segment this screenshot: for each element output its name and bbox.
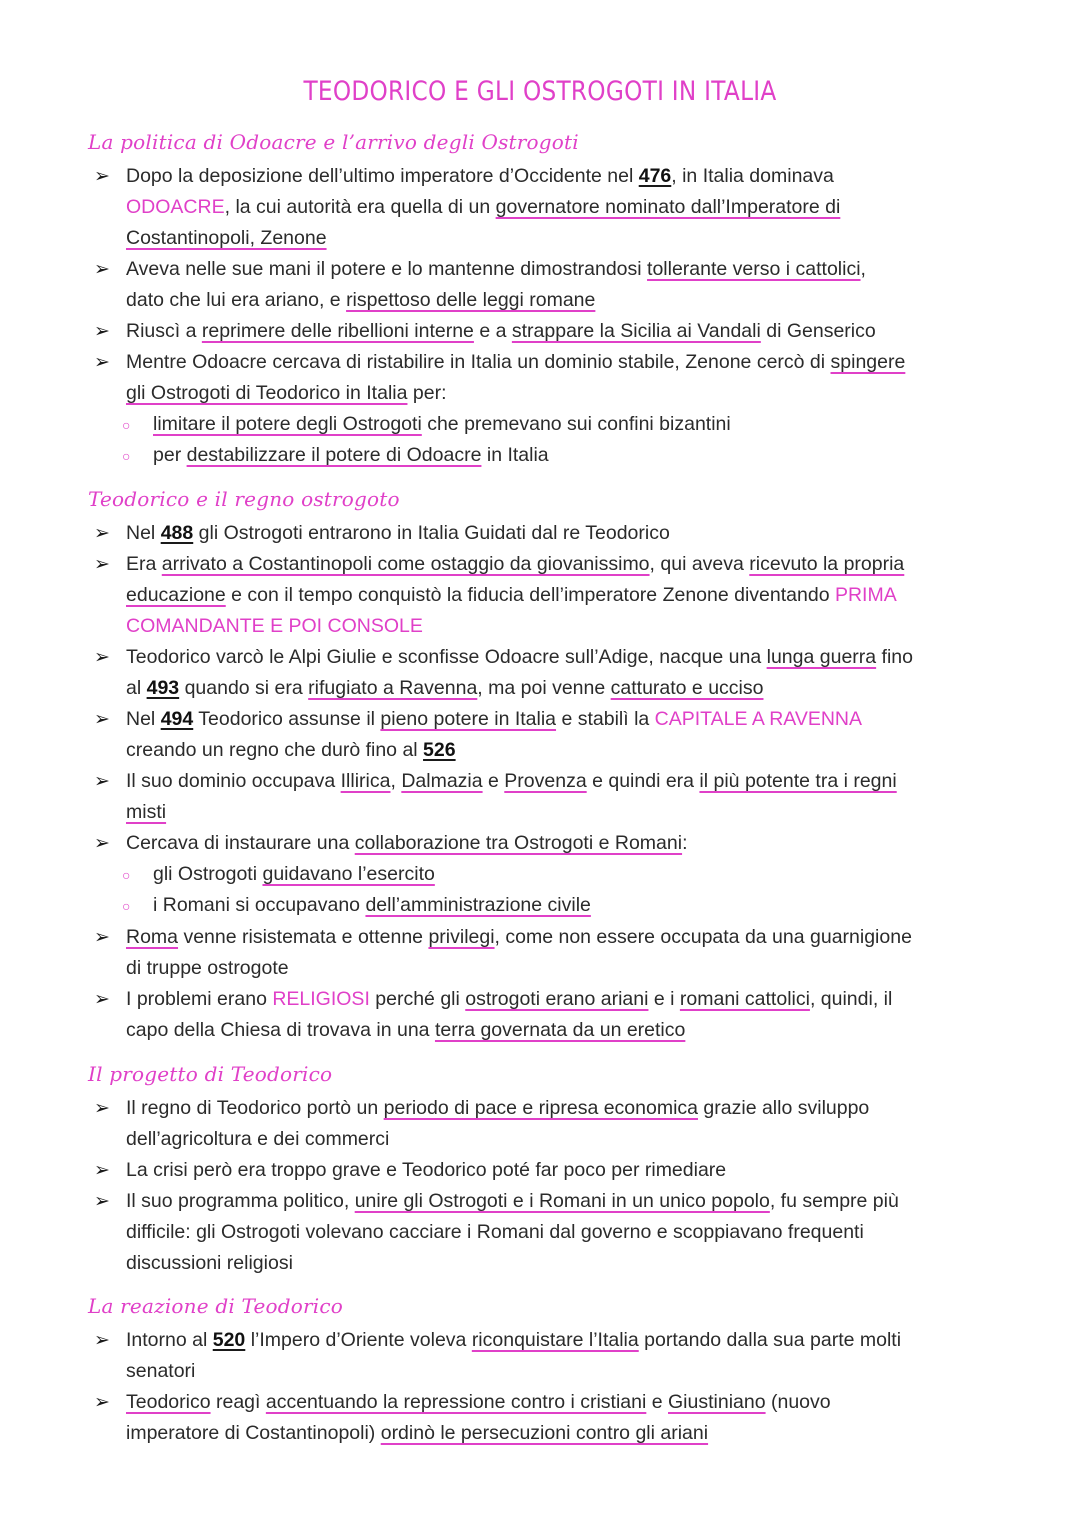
section-heading-odoacre: La politica di Odoacre e l’arrivo degli Ostrogoti [88, 130, 579, 154]
list-item-line: Teodorico reagì accentuando la repressione contro i cristiani e Giustiniano (nuovo [126, 1391, 831, 1413]
list-item-line: gli Ostrogoti di Teodorico in Italia per: [126, 382, 447, 404]
circle-bullet-icon: ○ [122, 417, 131, 433]
list-item-line: Riuscì a reprimere delle ribellioni interne e a strappare la Sicilia ai Vandali di Genserico [126, 320, 876, 342]
arrow-bullet-icon: ➢ [94, 259, 110, 280]
arrow-bullet-icon: ➢ [94, 321, 110, 342]
list-item-line: al 493 quando si era rifugiato a Ravenna, ma poi venne catturato e ucciso [126, 677, 764, 699]
section-heading-progetto: Il progetto di Teodorico [88, 1062, 333, 1086]
sub-list-item: per destabilizzare il potere di Odoacre in Italia [153, 444, 549, 466]
list-item-line: Roma venne risistemata e ottenne privilegi, come non essere occupata da una guarnigione [126, 926, 912, 948]
list-item-line: difficile: gli Ostrogoti volevano cacciare i Romani dal governo e scoppiavano frequenti [126, 1221, 864, 1243]
page-title: TEODORICO E GLI OSTROGOTI IN ITALIA [303, 76, 777, 107]
arrow-bullet-icon: ➢ [94, 1098, 110, 1119]
list-item-line: Il regno di Teodorico portò un periodo di pace e ripresa economica grazie allo sviluppo [126, 1097, 870, 1119]
arrow-bullet-icon: ➢ [94, 927, 110, 948]
list-item-line: La crisi però era troppo grave e Teodorico poté far poco per rimediare [126, 1159, 727, 1181]
arrow-bullet-icon: ➢ [94, 771, 110, 792]
list-item-line: Nel 488 gli Ostrogoti entrarono in Italia Guidati dal re Teodorico [126, 522, 670, 544]
list-item-line: creando un regno che durò fino al 526 [126, 739, 456, 761]
list-item-line: imperatore di Costantinopoli) ordinò le persecuzioni contro gli ariani [126, 1422, 709, 1444]
sub-list-item: gli Ostrogoti guidavano l’esercito [153, 863, 435, 885]
list-item-line: di truppe ostrogote [126, 957, 289, 979]
list-item-line: Era arrivato a Costantinopoli come ostaggio da giovanissimo, qui aveva ricevuto la propria [126, 553, 905, 575]
list-item-line: Teodorico varcò le Alpi Giulie e sconfisse Odoacre sull’Adige, nacque una lunga guerra fino [126, 646, 913, 668]
arrow-bullet-icon: ➢ [94, 833, 110, 854]
circle-bullet-icon: ○ [122, 867, 131, 883]
list-item-line: Nel 494 Teodorico assunse il pieno potere in Italia e stabilì la CAPITALE A RAVENNA [126, 708, 863, 730]
arrow-bullet-icon: ➢ [94, 709, 110, 730]
list-item-line: educazione e con il tempo conquistò la fiducia dell’imperatore Zenone diventando PRIMA [126, 584, 897, 606]
sub-list-item: i Romani si occupavano dell’amministrazione civile [153, 894, 591, 916]
circle-bullet-icon: ○ [122, 448, 131, 464]
sub-list-item: limitare il potere degli Ostrogoti che premevano sui confini bizantini [153, 413, 731, 435]
arrow-bullet-icon: ➢ [94, 647, 110, 668]
list-item-line: capo della Chiesa di trovava in una terra governata da un eretico [126, 1019, 686, 1041]
list-item-line: discussioni religiosi [126, 1252, 293, 1274]
list-item-line: Intorno al 520 l’Impero d’Oriente voleva riconquistare l’Italia portando dalla sua parte molti [126, 1329, 902, 1351]
list-item-line: Il suo programma politico, unire gli Ostrogoti e i Romani in un unico popolo, fu sempre più [126, 1190, 899, 1212]
list-item-line: ODOACRE, la cui autorità era quella di un governatore nominato dall’Imperatore di [126, 196, 841, 218]
circle-bullet-icon: ○ [122, 898, 131, 914]
arrow-bullet-icon: ➢ [94, 1160, 110, 1181]
arrow-bullet-icon: ➢ [94, 989, 110, 1010]
arrow-bullet-icon: ➢ [94, 1330, 110, 1351]
arrow-bullet-icon: ➢ [94, 352, 110, 373]
arrow-bullet-icon: ➢ [94, 1191, 110, 1212]
list-item-line: misti [126, 801, 167, 823]
list-item-line: dell’agricoltura e dei commerci [126, 1128, 390, 1150]
list-item-line: senatori [126, 1360, 196, 1382]
section-heading-regno: Teodorico e il regno ostrogoto [88, 487, 400, 511]
arrow-bullet-icon: ➢ [94, 166, 110, 187]
list-item-line: Aveva nelle sue mani il potere e lo mantenne dimostrandosi tollerante verso i cattolici, [126, 258, 866, 280]
list-item-line: dato che lui era ariano, e rispettoso delle leggi romane [126, 289, 596, 311]
list-item-line: Cercava di instaurare una collaborazione tra Ostrogoti e Romani: [126, 832, 688, 854]
list-item-line: Costantinopoli, Zenone [126, 227, 327, 249]
list-item-line: I problemi erano RELIGIOSI perché gli ostrogoti erano ariani e i romani cattolici, quindi, il [126, 988, 893, 1010]
list-item-line: Mentre Odoacre cercava di ristabilire in Italia un dominio stabile, Zenone cercò di spingere [126, 351, 906, 373]
list-item-line: Dopo la deposizione dell’ultimo imperatore d’Occidente nel 476, in Italia dominava [126, 165, 834, 187]
section-heading-reazione: La reazione di Teodorico [88, 1294, 343, 1318]
arrow-bullet-icon: ➢ [94, 554, 110, 575]
list-item-line: COMANDANTE E POI CONSOLE [126, 615, 423, 637]
arrow-bullet-icon: ➢ [94, 523, 110, 544]
arrow-bullet-icon: ➢ [94, 1392, 110, 1413]
list-item-line: Il suo dominio occupava Illirica, Dalmazia e Provenza e quindi era il più potente tra i regni [126, 770, 897, 792]
